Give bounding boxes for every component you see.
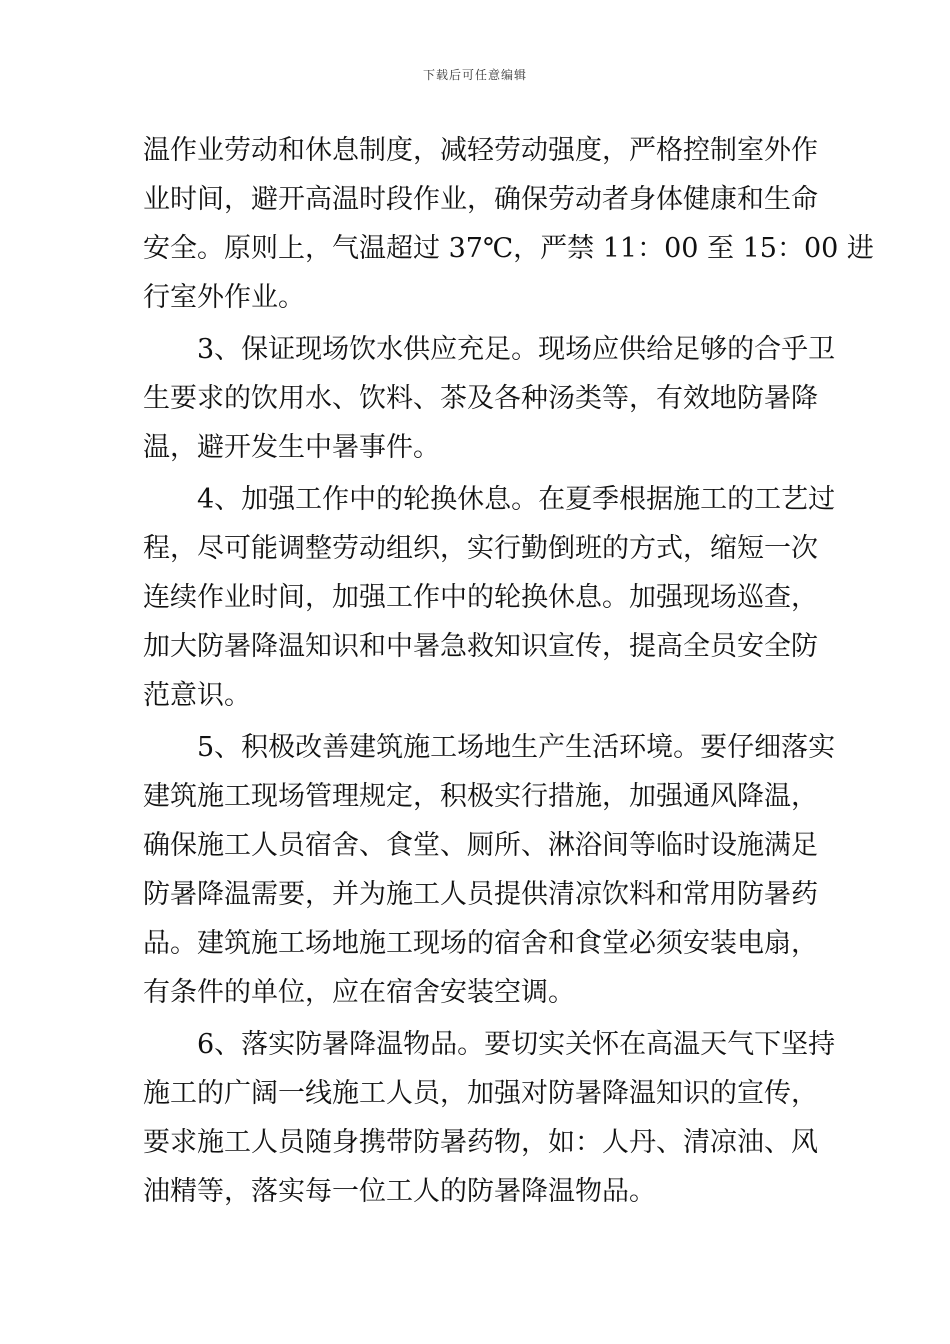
body-line: 施工的广阔一线施工人员，加强对防暑降温知识的宣传， [143,1078,818,1109]
body-line: 程，尽可能调整劳动组织，实行勤倒班的方式，缩短一次 [143,533,818,564]
body-line: 连续作业时间，加强工作中的轮换休息。加强现场巡查， [143,582,818,613]
body-line: 范意识。 [143,680,251,711]
body-line: 有条件的单位，应在宿舍安装空调。 [143,977,575,1008]
body-line: 4、加强工作中的轮换休息。在夏季根据施工的工艺过 [143,484,836,515]
body-line: 行室外作业。 [143,282,305,313]
body-line: 加大防暑降温知识和中暑急救知识宣传，提高全员安全防 [143,631,818,662]
body-line: 要求施工人员随身携带防暑药物，如：人丹、清凉油、风 [143,1127,818,1158]
body-line: 5、积极改善建筑施工场地生产生活环境。要仔细落实 [143,732,836,763]
body-line: 温，避开发生中暑事件。 [143,432,440,463]
body-line: 防暑降温需要，并为施工人员提供清凉饮料和常用防暑药 [143,879,818,910]
body-line: 油精等，落实每一位工人的防暑降温物品。 [143,1176,656,1207]
header-note: 下载后可任意编辑 [422,68,527,82]
body-line: 品。建筑施工场地施工现场的宿舍和食堂必须安装电扇， [143,928,818,959]
body-line: 6、落实防暑降温物品。要切实关怀在高温天气下坚持 [143,1029,836,1060]
body-line: 业时间，避开高温时段作业，确保劳动者身体健康和生命 [143,184,818,215]
body-line: 确保施工人员宿舍、食堂、厕所、淋浴间等临时设施满足 [143,830,818,861]
body-line: 生要求的饮用水、饮料、茶及各种汤类等，有效地防暑降 [143,383,818,414]
body-line: 建筑施工现场管理规定，积极实行措施，加强通风降温， [143,781,818,812]
body-line: 3、保证现场饮水供应充足。现场应供给足够的合乎卫 [143,334,836,365]
body-line: 安全。原则上，气温超过 37℃，严禁 11：00 至 15：00 进 [143,233,874,264]
body-line: 温作业劳动和休息制度，减轻劳动强度，严格控制室外作 [143,135,818,166]
